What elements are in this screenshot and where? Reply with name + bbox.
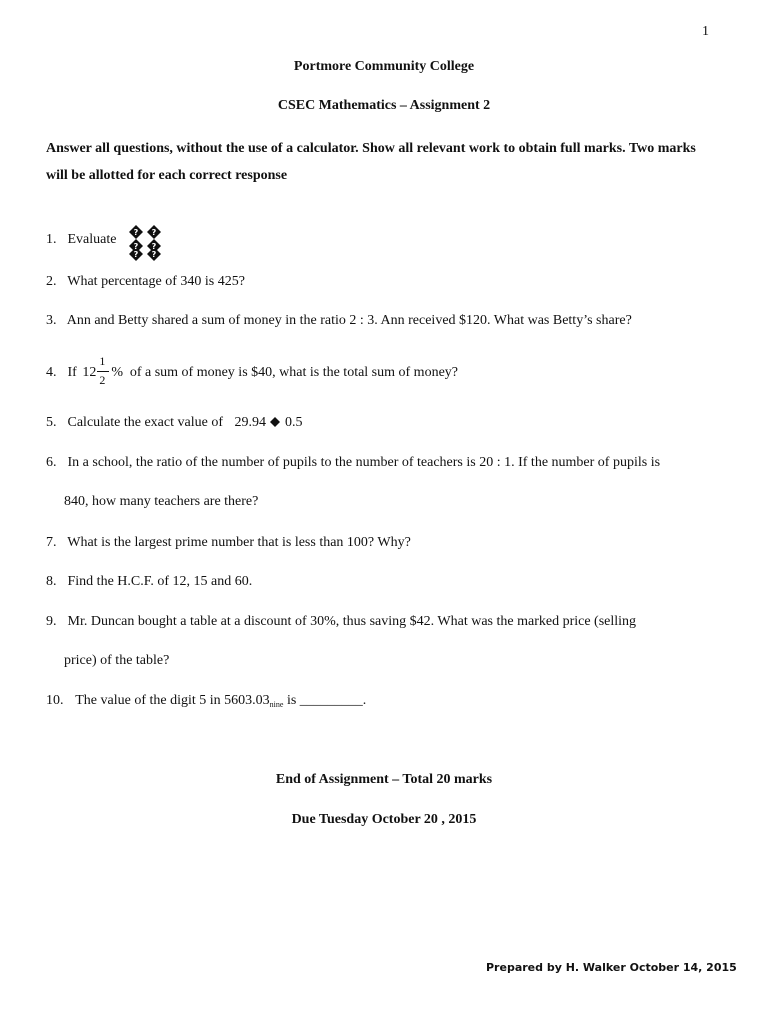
prepared-by: Prepared by H. Walker October 14, 2015 xyxy=(486,961,737,974)
question-number: 4. xyxy=(46,365,57,381)
svg-text:?: ? xyxy=(151,228,157,237)
question-4 xyxy=(46,356,458,390)
question-5 xyxy=(46,415,302,431)
question-number: 3. xyxy=(46,313,57,328)
question-text-post: is _________. xyxy=(286,693,367,708)
question-number: 1. xyxy=(46,232,57,248)
fraction-bar xyxy=(97,371,109,372)
question-10 xyxy=(46,693,366,709)
question-2 xyxy=(46,274,245,290)
expression xyxy=(234,415,302,430)
question-number: 7. xyxy=(46,535,57,550)
expression-operand-a: 29.94 xyxy=(234,415,266,430)
denominator: 2 xyxy=(99,373,106,387)
question-number: 9. xyxy=(46,614,57,629)
assignment-title: CSEC Mathematics – Assignment 2 xyxy=(277,98,491,113)
svg-text:?: ? xyxy=(133,242,139,251)
question-text: Find the H.C.F. of 12, 15 and 60. xyxy=(67,574,253,589)
question-3 xyxy=(46,313,632,329)
mixed-number-percent xyxy=(82,356,126,390)
question-1 xyxy=(46,219,164,261)
due-date: Due Tuesday October 20 , 2015 xyxy=(291,812,477,827)
question-text: Ann and Betty shared a sum of money in the ratio 2 : 3. Ann received $120. What was Betty’s share? xyxy=(66,313,632,328)
question-text-post: of a sum of money is $40, what is the total sum of money? xyxy=(129,365,459,381)
numerator: 1 xyxy=(99,354,106,368)
end-of-assignment: End of Assignment – Total 20 marks xyxy=(275,772,493,787)
question-6-continued: 840, how many teachers are there? xyxy=(64,494,259,509)
expression-operand-b: 0.5 xyxy=(284,415,303,430)
svg-text:?: ? xyxy=(133,228,139,237)
instructions: Answer all questions, without the use of a calculator. Show all relevant work to obtain full marks. Two marks will be allotted for each correct response xyxy=(46,141,696,183)
svg-text:?: ? xyxy=(133,250,139,259)
question-number: 10. xyxy=(46,693,64,708)
college-name: Portmore Community College xyxy=(293,59,475,74)
question-number: 8. xyxy=(46,574,57,589)
question-text-pre: If xyxy=(67,365,77,381)
question-number: 5. xyxy=(46,415,57,430)
question-8 xyxy=(46,574,252,590)
svg-text:?: ? xyxy=(151,250,157,259)
question-text: Evaluate xyxy=(67,232,117,248)
question-text: Calculate the exact value of xyxy=(67,415,223,430)
unrendered-operator-glyph xyxy=(270,417,280,427)
question-text-line1: In a school, the ratio of the number of pupils to the number of teachers is 20 : 1. If the number of pupils is xyxy=(67,455,661,470)
base-subscript: nine xyxy=(269,700,284,709)
question-number: 2. xyxy=(46,274,57,289)
question-9 xyxy=(46,614,636,630)
whole-part: 12 xyxy=(82,365,97,380)
question-number: 6. xyxy=(46,455,57,470)
question-6 xyxy=(46,455,660,471)
question-text-line1: Mr. Duncan bought a table at a discount of 30%, thus saving $42. What was the marked price (selling xyxy=(67,614,637,629)
page-number: 1 xyxy=(702,24,709,39)
question-7 xyxy=(46,535,411,551)
question-9-continued: price) of the table? xyxy=(64,653,170,668)
percent-sign: % xyxy=(111,365,123,380)
svg-text:?: ? xyxy=(151,242,157,251)
question-text-pre: The value of the digit 5 in 5603.03 xyxy=(75,693,270,708)
unrendered-expression-glyphs xyxy=(126,219,164,261)
question-text: What percentage of 340 is 425? xyxy=(67,274,245,289)
question-text: What is the largest prime number that is less than 100? Why? xyxy=(67,535,411,550)
